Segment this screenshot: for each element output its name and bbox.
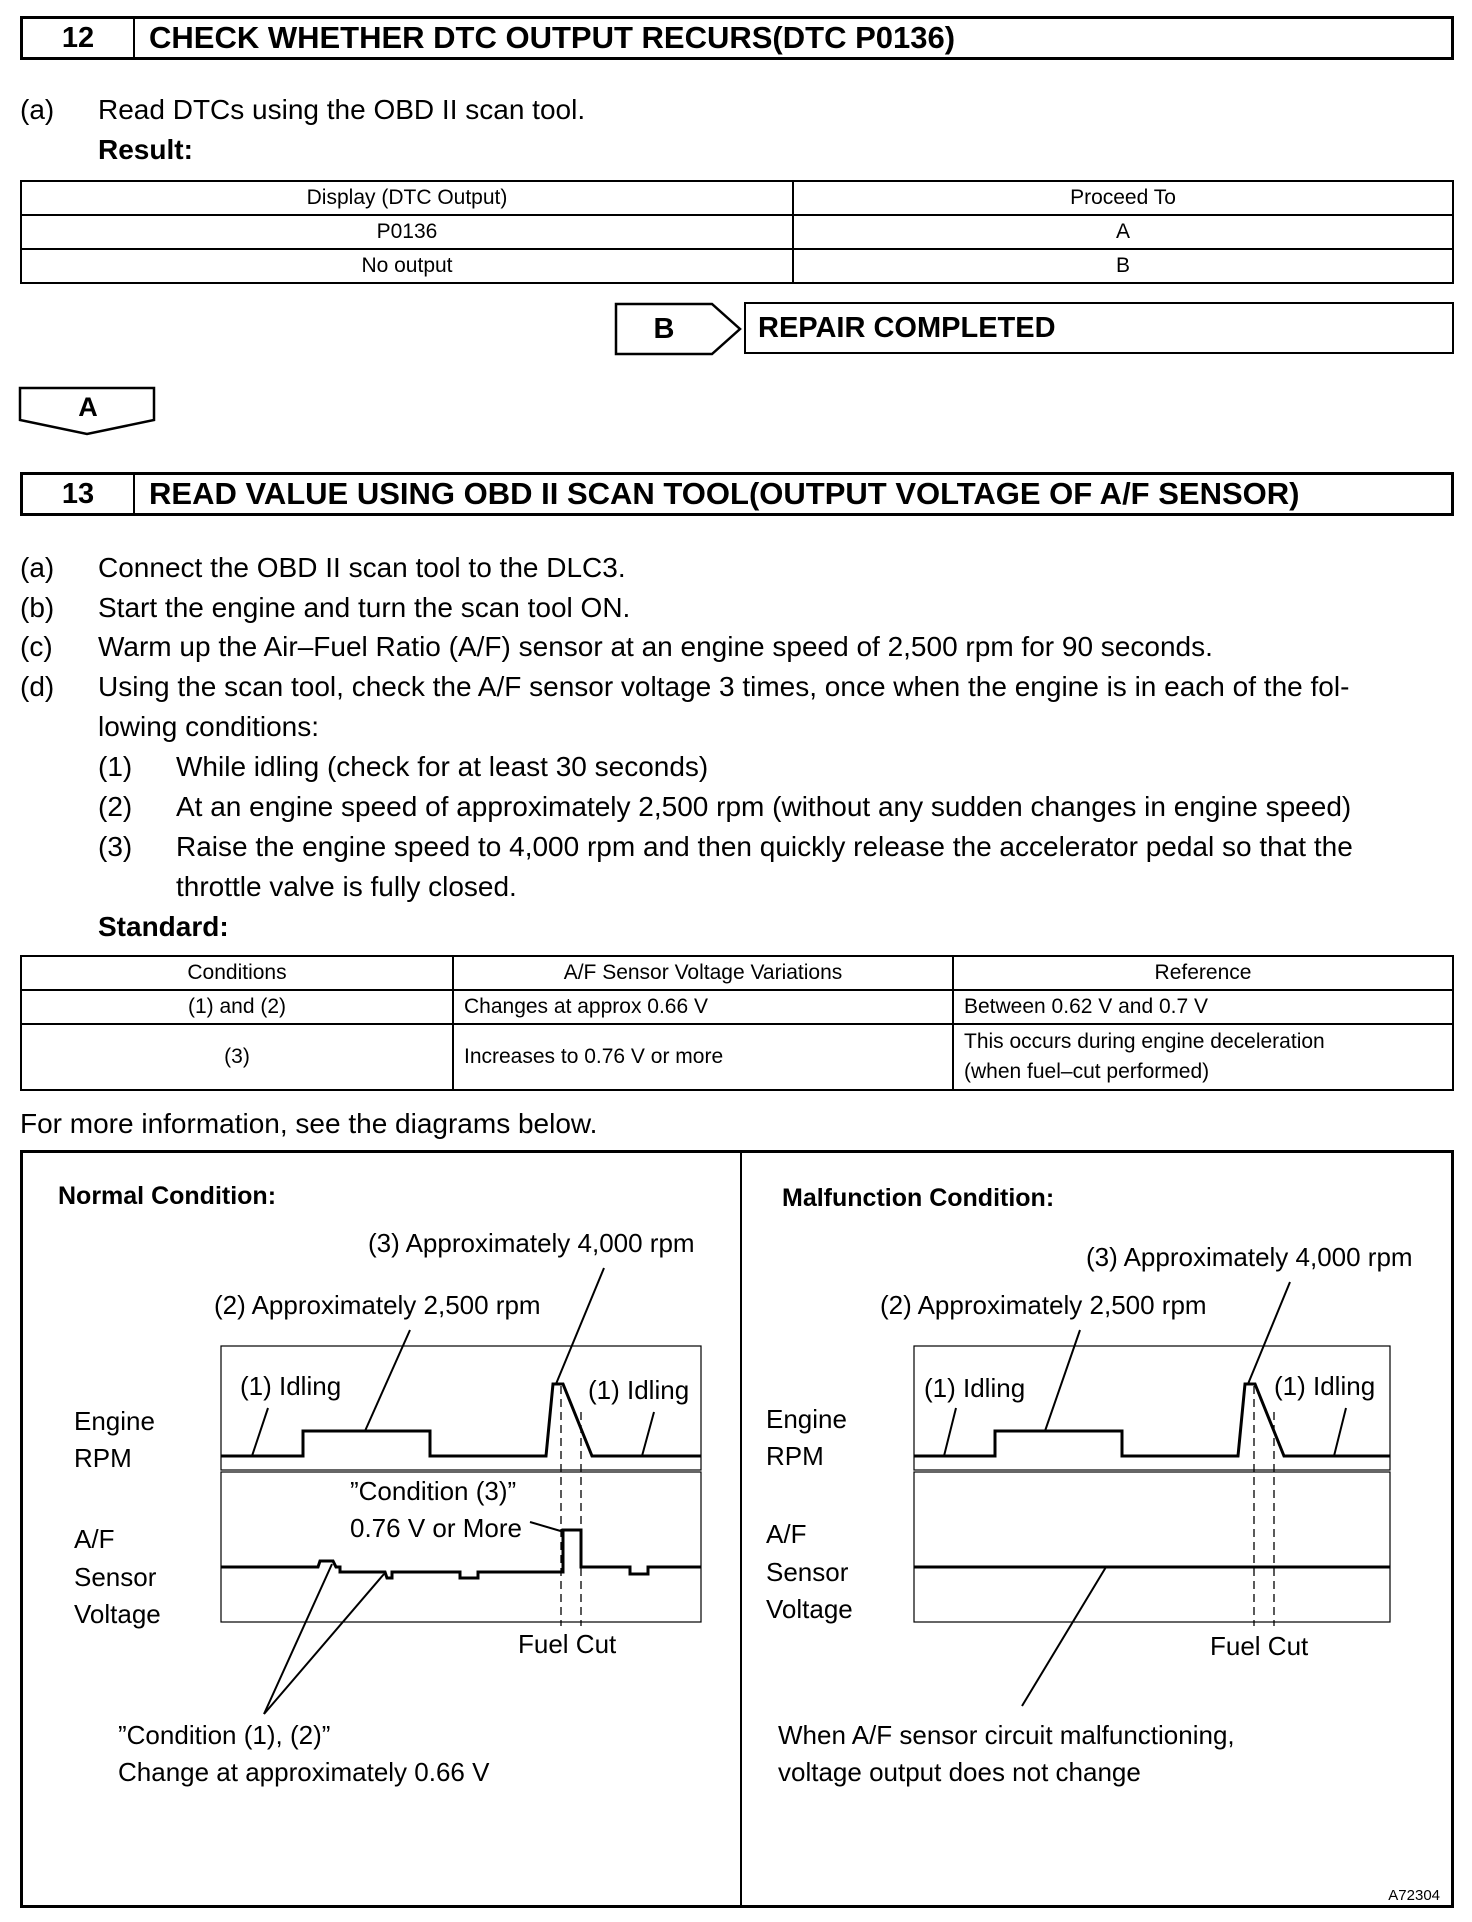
step-number: 13 [23,475,135,513]
rpm-plot-box [221,1346,701,1470]
label-voltage: Voltage [766,1594,853,1624]
label-fuel-cut: Fuel Cut [1210,1631,1309,1661]
label-rpm: RPM [766,1441,824,1471]
leader-idling-left [944,1408,956,1456]
label-cond12-line2: Change at approximately 0.66 V [118,1757,490,1787]
table-header-cell: Conditions [21,956,453,990]
item-label: (a) [20,552,55,583]
label-idling-left: (1) Idling [240,1371,342,1401]
standard-label: Standard: [98,911,229,942]
item-text-cont: lowing conditions: [98,711,320,742]
leader-2500 [1045,1330,1080,1431]
label-af: A/F [74,1524,115,1554]
leader-idling-right [642,1412,654,1456]
item-label: (a) [20,94,55,125]
leader-cond12 [264,1574,384,1714]
table-header-cell: Reference [953,956,1453,990]
item-text: Using the scan tool, check the A/F sensor voltage 3 times, once when the engine is in each of the fol- [98,671,1350,702]
label-cond3-line2: 0.76 V or More [350,1513,522,1543]
step-title: READ VALUE USING OBD II SCAN TOOL(OUTPUT VOLTAGE OF A/F SENSOR) [149,476,1300,511]
normal-title: Normal Condition: [58,1182,277,1210]
table-cell: Increases to 0.76 V or more [453,1024,953,1090]
item-label: (c) [20,631,53,662]
item-text: Connect the OBD II scan tool to the DLC3. [98,552,626,583]
step-number: 12 [23,19,135,57]
leader-note [1022,1567,1106,1706]
label-approx-2500: (2) Approximately 2,500 rpm [214,1290,541,1320]
table-header-cell: A/F Sensor Voltage Variations [453,956,953,990]
malfunction-title: Malfunction Condition: [782,1184,1055,1212]
label-cond12-line1: ”Condition (1), (2)” [118,1720,331,1750]
label-engine: Engine [766,1404,847,1434]
item-text: Warm up the Air–Fuel Ratio (A/F) sensor at an engine speed of 2,500 rpm for 90 seconds. [98,631,1213,662]
table-cell: No output [21,249,793,283]
subitem-label: (1) [98,751,133,782]
step-title: CHECK WHETHER DTC OUTPUT RECURS(DTC P0136) [149,20,956,55]
leader-idling-left [252,1408,268,1456]
subitem-label: (3) [98,831,133,862]
label-fuel-cut: Fuel Cut [518,1629,617,1659]
label-note-line2: voltage output does not change [778,1757,1141,1787]
label-engine: Engine [74,1406,155,1436]
table-header-cell: Display (DTC Output) [21,181,793,215]
label-note-line1: When A/F sensor circuit malfunctioning, [778,1720,1235,1750]
label-approx-2500: (2) Approximately 2,500 rpm [880,1290,1207,1320]
more-info-text: For more information, see the diagrams below. [20,1108,598,1139]
item-label: (d) [20,671,55,702]
label-idling-left: (1) Idling [924,1373,1026,1403]
label-af: A/F [766,1519,807,1549]
label-sensor: Sensor [74,1562,157,1592]
voltage-plot-box [914,1472,1390,1622]
subitem-text: Raise the engine speed to 4,000 rpm and then quickly release the accelerator pedal so that the [176,831,1353,862]
branch-b-letter: B [653,313,675,345]
table-cell: (1) and (2) [21,990,453,1024]
leader-idling-right [1334,1408,1346,1456]
leader-2500 [365,1330,410,1431]
item-label: (b) [20,592,55,623]
subitem-text: At an engine speed of approximately 2,500 rpm (without any sudden changes in engine speed) [176,791,1352,822]
reference-line: This occurs during engine deceleration [964,1030,1325,1053]
subitem-text: While idling (check for at least 30 seconds) [176,751,709,782]
reference-line: (when fuel–cut performed) [964,1060,1210,1083]
leader-cond3 [530,1522,564,1532]
item-text: Read DTCs using the OBD II scan tool. [98,94,586,125]
label-idling-right: (1) Idling [1274,1371,1376,1401]
table-cell: Changes at approx 0.66 V [453,990,953,1024]
repair-completed-box: REPAIR COMPLETED [744,302,1454,354]
rpm-plot-box [914,1346,1390,1470]
label-approx-4000: (3) Approximately 4,000 rpm [1086,1242,1413,1272]
leader-4000 [556,1268,604,1384]
table-cell: (3) [21,1024,453,1090]
label-cond3-line1: ”Condition (3)” [350,1476,517,1506]
normal-panel [58,1182,701,1787]
table-cell: B [793,249,1453,283]
table-header-cell: Proceed To [793,181,1453,215]
result-label: Result: [98,134,193,165]
leader-cond12 [264,1564,332,1714]
table-cell: P0136 [21,215,793,249]
label-rpm: RPM [74,1443,132,1473]
table-cell: A [793,215,1453,249]
label-voltage: Voltage [74,1599,161,1629]
subitem-label: (2) [98,791,133,822]
item-text: Start the engine and turn the scan tool ON. [98,592,631,623]
label-idling-right: (1) Idling [588,1375,690,1405]
figure-id: A72304 [1388,1887,1440,1904]
malfunction-panel [766,1184,1413,1787]
table-cell: Between 0.62 V and 0.7 V [953,990,1453,1024]
leader-4000 [1248,1282,1290,1384]
branch-a-letter: A [78,392,98,422]
subitem-text-cont: throttle valve is fully closed. [176,871,517,902]
label-approx-4000: (3) Approximately 4,000 rpm [368,1228,695,1258]
label-sensor: Sensor [766,1557,849,1587]
